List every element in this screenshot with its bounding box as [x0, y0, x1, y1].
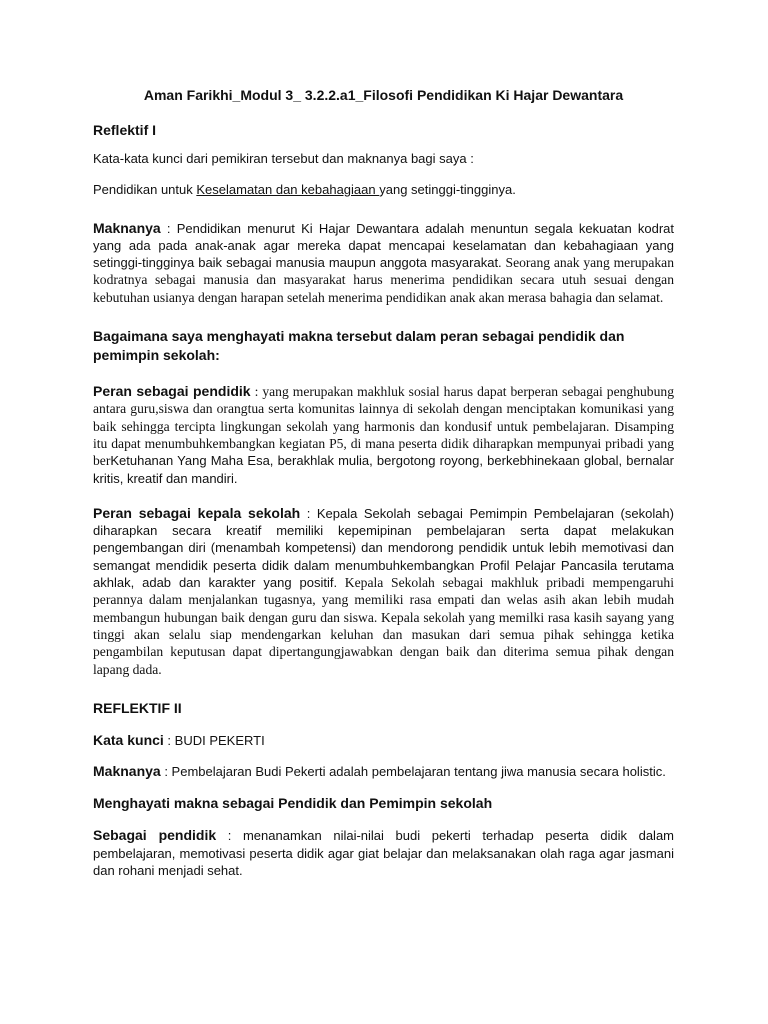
reflektif-1-heading: Reflektif I: [93, 122, 157, 138]
peran-kepsek-text-1: : Kepala Sekolah sebagai Pemimpin Pembelajaran (sekolah) diharapkan secara kreatif memiliki kepemipinan pembelajaran serta dapat melakukan pengembangan diri (menambah kompetensi) dan mendorong pendidik untuk lebih memotivasi dan semangat mendidik peserta didik dalam menumbuhkembangkan Profil Pelajar Pancasila terutama akhlak, adab dan karakter yang positif.: [93, 505, 674, 591]
peran-pendidik-paragraph: [93, 383, 674, 487]
statement-post: yang setinggi-tingginya.: [379, 182, 516, 198]
kata-kunci-sep: :: [163, 732, 175, 748]
maknanya-text-2: Seorang anak yang merupakan kodratnya sebagai manusia dan masyarakat harus menerima pendidikan secara utuh sesuai dengan kebutuhan usianya dengan harapan setelah menerima pendidikan anak akan merasa bahagia dan selamat.: [93, 255, 674, 305]
question-heading: Bagaimana saya menghayati makna tersebut dalam peran sebagai pendidik dan pemimpin sekolah:: [93, 328, 625, 364]
key-statement: [93, 181, 674, 198]
kata-kunci-label: Kata kunci: [93, 731, 164, 748]
statement-pre: Pendidikan untuk: [93, 182, 197, 198]
kata-kunci-value: BUDI PEKERTI: [174, 732, 265, 748]
peran-kepsek-text-2: Kepala Sekolah sebagai makhluk pribadi mempengaruhi perannya dalam menjalankan tugasnya, yang memiliki rasa empati dan welas asih akan lebih mudah membangun hubungan baik dengan guru dan siswa. Kepala sekolah yang memilki rasa kasih sayang yang tinggi akan selalu siap mendengarkan keluhan dan masukan dari semua pihak sehingga ketika pengambilan keputusan dapat dipertangungjawabkan dengan baik dan diterima semua pihak dengan lapang dada.: [93, 575, 674, 677]
document-title: Aman Farikhi_Modul 3_ 3.2.2.a1_Filosofi Pendidikan Ki Hajar Dewantara: [143, 87, 624, 103]
peran-pendidik-text-1: : yang merupakan makhluk sosial harus dapat berperan sebagai penghubung antara guru,siswa dan orangtua serta komunitas lainnya di sekolah dengan menciptakan komunikasi yang baik sehingga tercipta lingkungan sekolah yang harmonis dan kondusif untuk pembelajaran. Disamping itu dapat menumbuhkembangkan kegiatan P5, di mana peserta didik diharapkan mempunyai pribadi yang ber: [93, 384, 674, 469]
sebagai-pendidik-paragraph: [93, 827, 674, 879]
peran-pendidik-label: Peran sebagai pendidik: [93, 383, 251, 400]
kata-kunci-line: [93, 732, 674, 749]
intro-text: Kata-kata kunci dari pemikiran tersebut dan maknanya bagi saya :: [93, 151, 474, 166]
peran-kepsek-paragraph: [93, 505, 674, 678]
peran-kepsek-label: Peran sebagai kepala sekolah: [93, 504, 301, 521]
peran-pendidik-text-2: Ketuhanan Yang Maha Esa, berakhlak mulia, bergotong royong, berkebhinekaan global, bernalar kritis, kreatif dan mandiri.: [93, 453, 674, 486]
maknanya-paragraph: [93, 220, 674, 306]
maknanya-text-1: Pendidikan menurut Ki Hajar Dewantara adalah menuntun segala kekuatan kodrat yang ada pada anak-anak agar mereka dapat mencapai keselamatan dan kebahagiaan yang setinggi-tingginya baik sebagai manusia maupun anggota masyarakat.: [93, 220, 674, 271]
menghayati-heading: Menghayati makna sebagai Pendidik dan Pemimpin sekolah: [93, 795, 493, 812]
statement-underlined: Keselamatan dan kebahagiaan: [196, 182, 380, 198]
maknanya-label: Maknanya: [93, 219, 161, 236]
sebagai-pendidik-text: : menanamkan nilai-nilai budi pekerti terhadap peserta didik dalam pembelajaran, memotivasi peserta didik agar giat belajar dan melaksanakan olah raga agar jasmani dan rohani menjadi sehat.: [93, 828, 674, 879]
maknanya-2-text: : Pembelajaran Budi Pekerti adalah pembelajaran tentang jiwa manusia secara holistic.: [160, 764, 666, 780]
sebagai-pendidik-label: Sebagai pendidik: [93, 827, 217, 844]
maknanya-2-label: Maknanya: [93, 763, 161, 780]
reflektif-2-heading: REFLEKTIF II: [93, 699, 182, 716]
maknanya-sep: :: [160, 220, 177, 236]
maknanya-2-paragraph: [93, 763, 674, 780]
